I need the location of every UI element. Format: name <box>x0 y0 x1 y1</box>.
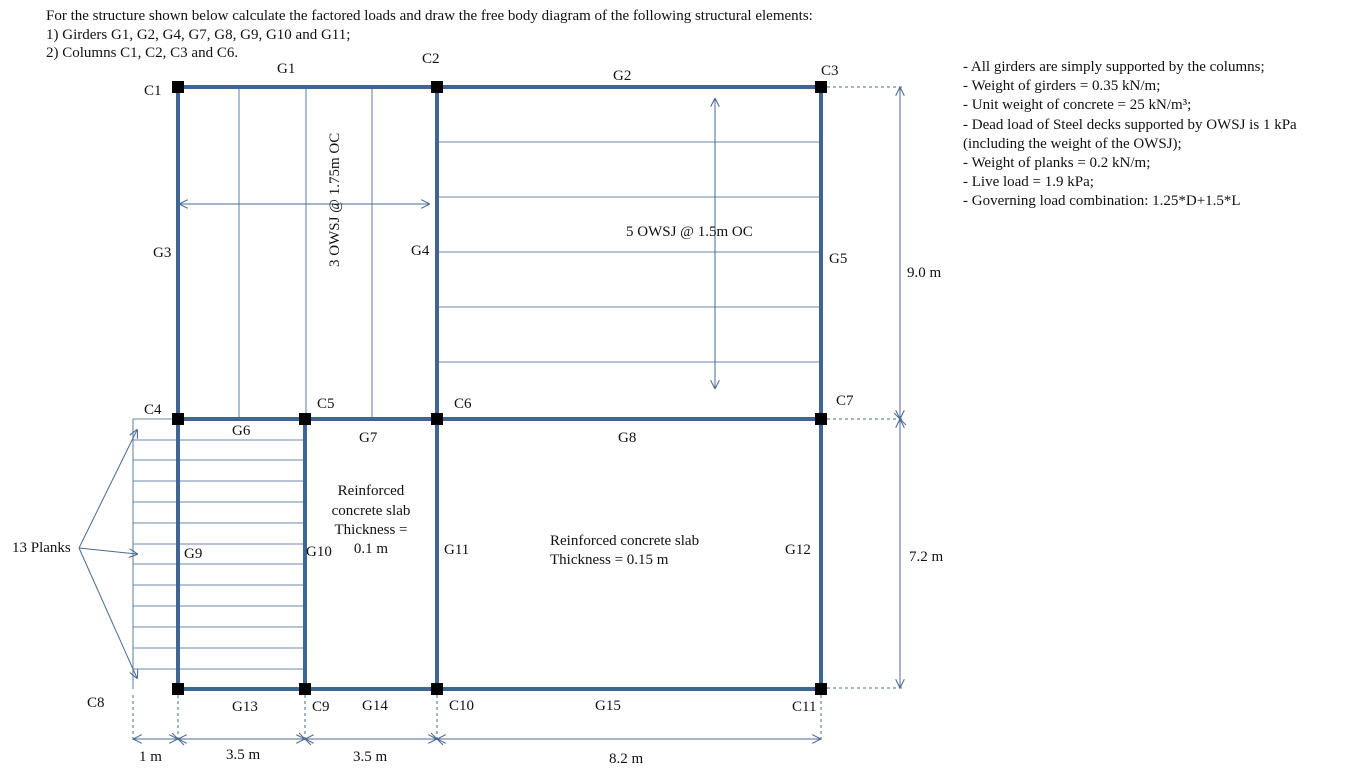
label-g4: G4 <box>411 243 430 259</box>
label-c3: C3 <box>821 63 839 79</box>
dim-label-1m: 1 m <box>139 749 162 765</box>
owsj-right-joists <box>438 142 820 362</box>
note-1: - All girders are simply supported by the columns; <box>963 59 1265 75</box>
label-g3: G3 <box>153 245 172 261</box>
owsj-right-label: 5 OWSJ @ 1.5m OC <box>626 224 753 240</box>
girders <box>178 87 821 689</box>
label-g2: G2 <box>613 68 632 84</box>
label-g11: G11 <box>444 542 470 558</box>
note-6: - Live load = 1.9 kPa; <box>963 174 1094 191</box>
label-c6: C6 <box>454 396 472 412</box>
planks-pointer <box>79 430 137 678</box>
owsj-left-joists <box>239 87 372 419</box>
label-g13: G13 <box>232 699 258 715</box>
note-3: - Unit weight of concrete = 25 kN/m³; <box>963 97 1192 114</box>
slab1-label-line4: 0.1 m <box>353 541 389 557</box>
label-g8: G8 <box>618 430 637 446</box>
label-g5: G5 <box>829 251 848 267</box>
pointer-arrow <box>79 548 137 554</box>
label-g6: G6 <box>232 423 251 439</box>
label-c5: C5 <box>317 396 335 412</box>
slab1-label-line3: Thickness = <box>334 522 408 538</box>
label-g12: G12 <box>785 542 811 558</box>
column-c5 <box>299 413 311 425</box>
column-c4 <box>172 413 184 425</box>
label-c1: C1 <box>144 83 162 99</box>
dim-label-3-5m-b: 3.5 m <box>353 749 388 765</box>
columns <box>172 81 827 695</box>
dim-label-8-2m: 8.2 m <box>609 751 644 767</box>
column-c11 <box>815 683 827 695</box>
note-2: - Weight of girders = 0.35 kN/m; <box>963 78 1161 95</box>
column-c2 <box>431 81 443 93</box>
pointer-arrow <box>79 430 137 548</box>
label-g14: G14 <box>362 698 388 714</box>
label-g9: G9 <box>184 546 203 562</box>
dim-label-9m: 9.0 m <box>907 265 942 281</box>
slab2-label-line2: Thickness = 0.15 m <box>550 552 669 568</box>
dim-label-3-5m-a: 3.5 m <box>226 747 261 763</box>
column-c6 <box>431 413 443 425</box>
label-g15: G15 <box>595 698 621 714</box>
label-c11: C11 <box>792 699 817 715</box>
vertical-dimensions <box>827 87 906 688</box>
label-c7: C7 <box>836 393 854 409</box>
planks-label: 13 Planks <box>12 540 71 556</box>
note-7: - Governing load combination: 1.25*D+1.5*L <box>963 193 1241 210</box>
column-c8 <box>172 683 184 695</box>
label-c2: C2 <box>422 51 440 67</box>
slab2-label-line1: Reinforced concrete slab <box>550 533 700 549</box>
label-g10: G10 <box>306 544 332 560</box>
note-5: - Weight of planks = 0.2 kN/m; <box>963 155 1151 172</box>
label-c8: C8 <box>87 695 105 711</box>
label-c10: C10 <box>449 698 475 714</box>
label-c9: C9 <box>312 699 330 715</box>
dim-label-7-2m: 7.2 m <box>909 549 944 565</box>
note-4: - Dead load of Steel decks supported by OWSJ is 1 kPa (including the weight of the OWSJ); <box>963 116 1297 152</box>
column-c3 <box>815 81 827 93</box>
owsj-left-label: 3 OWSJ @ 1.75m OC <box>327 132 343 267</box>
column-c10 <box>431 683 443 695</box>
column-c9 <box>299 683 311 695</box>
problem-line-1: For the structure shown below calculate the factored loads and draw the free body diagram of the following structural elements: <box>46 8 813 24</box>
problem-line-2: 1) Girders G1, G2, G4, G7, G8, G9, G10 and G11; <box>46 26 351 43</box>
problem-line-3: 2) Columns C1, C2, C3 and C6. <box>46 45 239 61</box>
planks <box>133 419 305 689</box>
slab1-label-line1: Reinforced <box>337 483 405 499</box>
slab1-label-line2: concrete slab <box>331 503 411 519</box>
label-g1: G1 <box>277 61 296 77</box>
column-c1 <box>172 81 184 93</box>
column-c7 <box>815 413 827 425</box>
label-g7: G7 <box>359 430 378 446</box>
pointer-arrow <box>79 548 137 678</box>
label-c4: C4 <box>144 402 162 418</box>
